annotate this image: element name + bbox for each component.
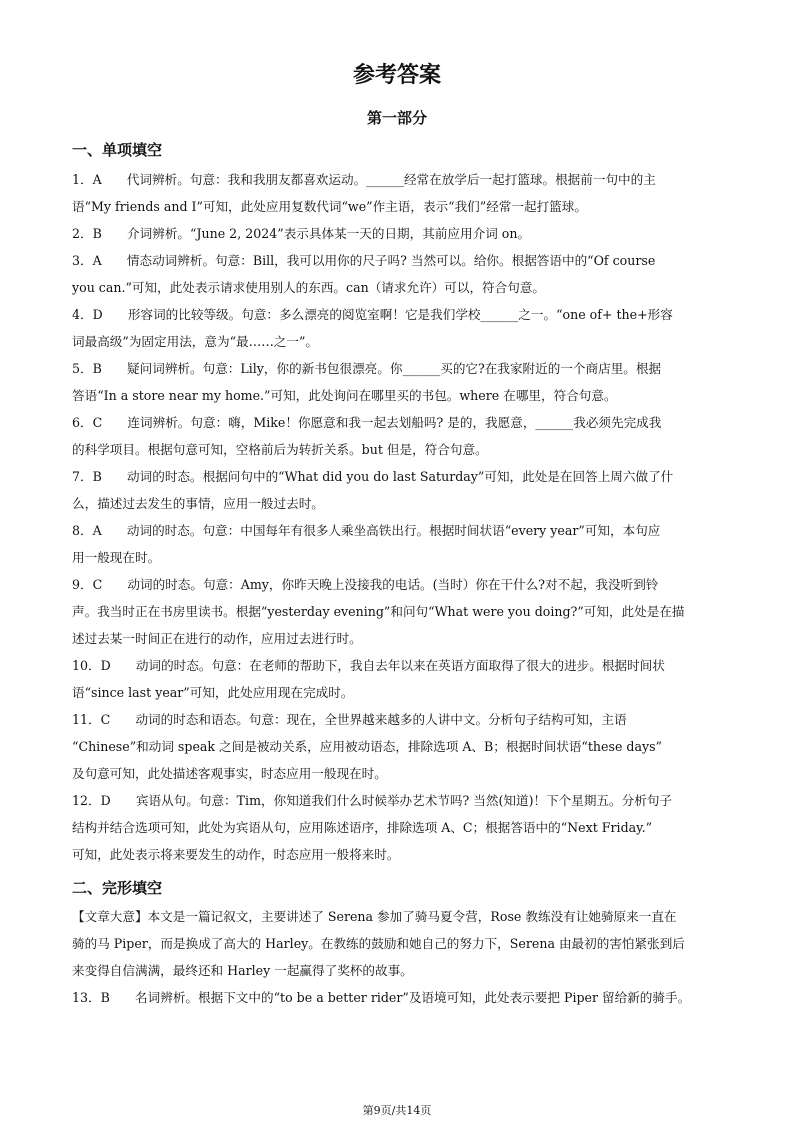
- text-line: 语“since last year”可知，此处应用现在完成时。: [72, 685, 354, 700]
- text-line: 词最高级”为固定用法，意为“最……之一”。: [72, 334, 319, 349]
- text-line: 的科学项目。根据句意可知，空格前后为转折关系。but 但是，符合句意。: [72, 442, 488, 457]
- text-line: 13．B 名词辨析。根据下文中的“to be a better rider”及语境可知，此处表示要把 Piper 留给新的骑手。: [72, 990, 691, 1005]
- part-title: 第一部分: [366, 109, 427, 127]
- page-footer: 第9页/共14页: [362, 1104, 432, 1117]
- text-line: 【文章大意】本文是一篇记叙文，主要讲述了 Serena 参加了骑马夏令营，Rose 教练没有让她骑原来一直在: [72, 909, 677, 924]
- text-line: 答语“In a store near my home.”可知，此处询问在哪里买的书包。where 在哪里，符合句意。: [72, 388, 617, 403]
- text-line: 及句意可知，此处描述客观事实，时态应用一般现在时。: [72, 766, 387, 781]
- section-heading-single-choice: 一、单项填空: [72, 141, 163, 159]
- text-line: 么，描述过去发生的事情，应用一般过去时。: [72, 496, 324, 511]
- text-line: 来变得自信满满，最终还和 Harley 一起赢得了奖杯的故事。: [72, 963, 413, 978]
- text-line: 10．D 动词的时态。句意：在老师的帮助下，我自去年以来在英语方面取得了很大的进步。根据时间状: [72, 658, 665, 673]
- text-line: 骑的马 Piper，而是换成了高大的 Harley。在教练的鼓励和她自己的努力下，Serena 由最初的害怕紧张到后: [72, 936, 685, 951]
- text-line: 4．D 形容词的比较等级。句意：多么漂亮的阅览室啊！它是我们学校______之一。“one of+ the+形容: [72, 307, 673, 322]
- text-line: you can.”可知，此处表示请求使用别人的东西。can（请求允许）可以，符合句意。: [72, 280, 546, 295]
- text-line: 声。我当时正在书房里读书。根据“yesterday evening”和问句“What were you doing?”可知，此处是在描: [72, 604, 685, 619]
- text-line: 7．B 动词的时态。根据问句中的“What did you do last Saturday”可知，此处是在回答上周六做了什: [72, 469, 674, 484]
- text-line: 1．A 代词辨析。句意：我和我朋友都喜欢运动。______经常在放学后一起打篮球。根据前一句中的主: [72, 172, 656, 187]
- text-line: 3．A 情态动词辨析。句意：Bill，我可以用你的尺子吗? 当然可以。给你。根据答语中的“Of course: [72, 253, 656, 268]
- text-line: 11．C 动词的时态和语态。句意：现在，全世界越来越多的人讲中文。分析句子结构可知，主语: [72, 712, 627, 727]
- text-line: 12．D 宾语从句。句意：Tim，你知道我们什么时候举办艺术节吗? 当然(知道)！下个星期五。分析句子: [72, 793, 673, 808]
- text-line: 述过去某一时间正在进行的动作，应用过去进行时。: [72, 631, 362, 646]
- text-line: 8．A 动词的时态。句意：中国每年有很多人乘坐高铁出行。根据时间状语“every year”可知，本句应: [72, 523, 661, 538]
- section-heading-cloze: 二、完形填空: [72, 879, 163, 897]
- answer-block-single-choice: [72, 166, 722, 868]
- text-line: “Chinese”和动词 speak 之间是被动关系，应用被动语态，排除选项 A、B；根据时间状语“these days”: [72, 739, 662, 754]
- text-line: 5．B 疑问词辨析。句意：Lily，你的新书包很漂亮。你______买的它?在我家附近的一个商店里。根据: [72, 361, 662, 376]
- text-line: 9．C 动词的时态。句意：Amy，你昨天晚上没接我的电话。(当时）你在干什么?对不起，我没听到铃: [72, 577, 659, 592]
- text-line: 可知，此处表示将来要发生的动作，时态应用一般将来时。: [72, 847, 400, 862]
- answer-block-cloze: [72, 903, 722, 1011]
- text-line: 6．C 连词辨析。句意：嗨，Mike！你愿意和我一起去划船吗? 是的，我愿意，______我必须先完成我: [72, 415, 662, 430]
- text-line: 用一般现在时。: [72, 550, 161, 565]
- text-line: 结构并结合选项可知，此处为宾语从句，应用陈述语序，排除选项 A、C；根据答语中的“Next Friday.”: [72, 820, 653, 835]
- text-line: 2．B 介词辨析。“June 2, 2024”表示具体某一天的日期，其前应用介词 on。: [72, 226, 531, 241]
- page-title: 参考答案: [352, 63, 441, 88]
- text-line: 语“My friends and I”可知，此处应用复数代词“we”作主语，表示“我们”经常一起打篮球。: [72, 199, 587, 214]
